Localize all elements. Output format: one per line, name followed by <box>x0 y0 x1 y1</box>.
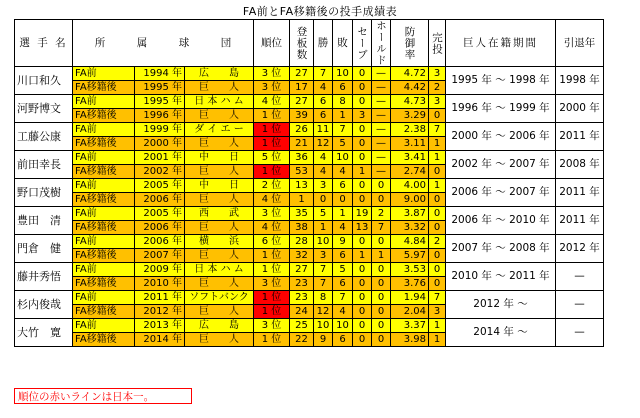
holds-cell: 0 <box>372 291 391 305</box>
wins-cell: 12 <box>314 137 333 151</box>
losses-cell: 1 <box>333 207 353 221</box>
rank-cell: 1 位 <box>254 263 290 277</box>
team-cell: 中 日 <box>185 179 254 193</box>
player-name: 藤井秀悟 <box>15 263 73 291</box>
era-cell: 4.72 <box>391 67 429 81</box>
era-cell: 4.84 <box>391 235 429 249</box>
header-period: 巨人在籍期間 <box>446 20 556 67</box>
losses-cell: 7 <box>333 291 353 305</box>
year-cell: 2001 年 <box>135 151 185 165</box>
wins-cell: 11 <box>314 123 333 137</box>
team-cell: 巨 人 <box>185 305 254 319</box>
player-name: 前田幸長 <box>15 151 73 179</box>
period-cell: 2006 年 ～ 2010 年 <box>446 207 556 235</box>
rank-cell: 1 位 <box>254 333 290 347</box>
header-row <box>15 20 604 67</box>
header-holds <box>372 20 391 67</box>
holds-cell: — <box>372 81 391 95</box>
games-cell: 23 <box>290 291 314 305</box>
saves-cell: 0 <box>353 137 372 151</box>
period-cell: 2000 年 ～ 2006 年 <box>446 123 556 151</box>
wins-cell: 3 <box>314 179 333 193</box>
player-name: 杉内俊哉 <box>15 291 73 319</box>
player-name: 門倉 健 <box>15 235 73 263</box>
wins-cell: 12 <box>314 305 333 319</box>
saves-cell: 0 <box>353 95 372 109</box>
status-cell: FA移籍後 <box>73 81 135 95</box>
header-games-text: 登板数 <box>295 25 308 61</box>
losses-cell: 10 <box>333 319 353 333</box>
era-cell: 2.04 <box>391 305 429 319</box>
table-body <box>15 67 604 347</box>
complete-cell: 7 <box>429 291 446 305</box>
holds-cell: — <box>372 151 391 165</box>
year-cell: 1996 年 <box>135 109 185 123</box>
header-complete <box>429 20 446 67</box>
wins-cell: 4 <box>314 151 333 165</box>
year-cell: 2014 年 <box>135 333 185 347</box>
retire-cell: 1998 年 <box>556 67 604 95</box>
games-cell: 53 <box>290 165 314 179</box>
era-cell: 3.76 <box>391 277 429 291</box>
status-cell: FA移籍後 <box>73 109 135 123</box>
team-cell: 巨 人 <box>185 137 254 151</box>
era-cell: 3.53 <box>391 263 429 277</box>
holds-cell: 0 <box>372 193 391 207</box>
period-cell: 2002 年 ～ 2007 年 <box>446 151 556 179</box>
saves-cell: 0 <box>353 81 372 95</box>
wins-cell: 7 <box>314 263 333 277</box>
complete-cell: 1 <box>429 137 446 151</box>
era-cell: 3.11 <box>391 137 429 151</box>
header-holds-text: ホールド <box>375 20 387 66</box>
saves-cell: 0 <box>353 333 372 347</box>
complete-cell: 1 <box>429 151 446 165</box>
holds-cell: — <box>372 165 391 179</box>
wins-cell: 10 <box>314 235 333 249</box>
page-title: FA前とFA移籍後の投手成績表 <box>242 5 398 18</box>
team-cell: 日 本 ハ ム <box>185 95 254 109</box>
saves-cell: 13 <box>353 221 372 235</box>
year-cell: 2009 年 <box>135 263 185 277</box>
player-name: 野口茂樹 <box>15 179 73 207</box>
table-row <box>15 95 604 109</box>
wins-cell: 1 <box>314 221 333 235</box>
table-row <box>15 151 604 165</box>
status-cell: FA移籍後 <box>73 221 135 235</box>
period-cell: 1996 年 ～ 1999 年 <box>446 95 556 123</box>
holds-cell: 0 <box>372 319 391 333</box>
retire-cell: 2011 年 <box>556 207 604 235</box>
rank-cell: 2 位 <box>254 179 290 193</box>
header-affiliation: 所 属 球 団 <box>73 20 254 67</box>
status-cell: FA移籍後 <box>73 249 135 263</box>
retire-cell: 2000 年 <box>556 95 604 123</box>
status-cell: FA前 <box>73 179 135 193</box>
holds-cell: 0 <box>372 263 391 277</box>
era-cell: 2.74 <box>391 165 429 179</box>
status-cell: FA前 <box>73 263 135 277</box>
team-cell: ダ イ エ ー <box>185 123 254 137</box>
losses-cell: 4 <box>333 165 353 179</box>
wins-cell: 6 <box>314 109 333 123</box>
status-cell: FA前 <box>73 67 135 81</box>
wins-cell: 7 <box>314 67 333 81</box>
year-cell: 2006 年 <box>135 221 185 235</box>
games-cell: 38 <box>290 221 314 235</box>
complete-cell: 0 <box>429 165 446 179</box>
saves-cell: 0 <box>353 193 372 207</box>
games-cell: 27 <box>290 67 314 81</box>
rank-cell: 4 位 <box>254 95 290 109</box>
holds-cell: 0 <box>372 305 391 319</box>
games-cell: 22 <box>290 333 314 347</box>
losses-cell: 5 <box>333 137 353 151</box>
status-cell: FA前 <box>73 207 135 221</box>
holds-cell: — <box>372 95 391 109</box>
status-cell: FA移籍後 <box>73 277 135 291</box>
losses-cell: 6 <box>333 277 353 291</box>
complete-cell: 3 <box>429 95 446 109</box>
status-cell: FA前 <box>73 235 135 249</box>
wins-cell: 7 <box>314 277 333 291</box>
losses-cell: 5 <box>333 263 353 277</box>
holds-cell: — <box>372 137 391 151</box>
player-name: 河野博文 <box>15 95 73 123</box>
header-losses: 敗 <box>333 20 353 67</box>
games-cell: 27 <box>290 95 314 109</box>
table-row <box>15 67 604 81</box>
complete-cell: 0 <box>429 263 446 277</box>
status-cell: FA前 <box>73 151 135 165</box>
team-cell: ソフトバンク <box>185 291 254 305</box>
complete-cell: 0 <box>429 221 446 235</box>
rank-cell: 1 位 <box>254 291 290 305</box>
header-saves-text: セーブ <box>356 25 368 61</box>
rank-cell: 1 位 <box>254 305 290 319</box>
losses-cell: 10 <box>333 151 353 165</box>
year-cell: 2006 年 <box>135 235 185 249</box>
saves-cell: 0 <box>353 277 372 291</box>
team-cell: 巨 人 <box>185 109 254 123</box>
saves-cell: 0 <box>353 291 372 305</box>
year-cell: 1999 年 <box>135 123 185 137</box>
year-cell: 2005 年 <box>135 179 185 193</box>
holds-cell: — <box>372 67 391 81</box>
retire-cell: 2008 年 <box>556 151 604 179</box>
era-cell: 3.29 <box>391 109 429 123</box>
rank-cell: 1 位 <box>254 137 290 151</box>
holds-cell: — <box>372 109 391 123</box>
wins-cell: 8 <box>314 291 333 305</box>
player-name: 豊田 清 <box>15 207 73 235</box>
rank-cell: 1 位 <box>254 249 290 263</box>
holds-cell: — <box>372 123 391 137</box>
saves-cell: 0 <box>353 151 372 165</box>
team-cell: 日 本 ハ ム <box>185 263 254 277</box>
saves-cell: 0 <box>353 123 372 137</box>
complete-cell: 1 <box>429 333 446 347</box>
header-games <box>290 20 314 67</box>
games-cell: 17 <box>290 81 314 95</box>
losses-cell: 10 <box>333 67 353 81</box>
header-era-text: 防御率 <box>403 25 416 61</box>
team-cell: 巨 人 <box>185 249 254 263</box>
complete-cell: 0 <box>429 207 446 221</box>
games-cell: 35 <box>290 207 314 221</box>
losses-cell: 6 <box>333 81 353 95</box>
wins-cell: 3 <box>314 249 333 263</box>
table-row <box>15 291 604 305</box>
header-saves <box>353 20 372 67</box>
era-cell: 3.32 <box>391 221 429 235</box>
complete-cell: 0 <box>429 193 446 207</box>
era-cell: 3.87 <box>391 207 429 221</box>
header-retire: 引退年 <box>556 20 604 67</box>
wins-cell: 5 <box>314 207 333 221</box>
saves-cell: 1 <box>353 165 372 179</box>
rank-cell: 3 位 <box>254 207 290 221</box>
year-cell: 2005 年 <box>135 207 185 221</box>
holds-cell: 1 <box>372 249 391 263</box>
saves-cell: 19 <box>353 207 372 221</box>
era-cell: 4.00 <box>391 179 429 193</box>
games-cell: 21 <box>290 137 314 151</box>
era-cell: 9.00 <box>391 193 429 207</box>
era-cell: 3.37 <box>391 319 429 333</box>
holds-cell: 0 <box>372 179 391 193</box>
retire-cell: 2011 年 <box>556 179 604 207</box>
team-cell: 巨 人 <box>185 277 254 291</box>
status-cell: FA前 <box>73 291 135 305</box>
saves-cell: 3 <box>353 109 372 123</box>
player-name: 大竹 寛 <box>15 319 73 347</box>
rank-cell: 1 位 <box>254 123 290 137</box>
year-cell: 2000 年 <box>135 137 185 151</box>
games-cell: 1 <box>290 193 314 207</box>
year-cell: 2010 年 <box>135 277 185 291</box>
team-cell: 巨 人 <box>185 333 254 347</box>
era-cell: 2.38 <box>391 123 429 137</box>
team-cell: 巨 人 <box>185 193 254 207</box>
period-cell: 2006 年 ～ 2007 年 <box>446 179 556 207</box>
era-cell: 4.73 <box>391 95 429 109</box>
complete-cell: 2 <box>429 235 446 249</box>
complete-cell: 7 <box>429 123 446 137</box>
games-cell: 24 <box>290 305 314 319</box>
retire-cell: 2011 年 <box>556 123 604 151</box>
rank-cell: 1 位 <box>254 109 290 123</box>
losses-cell: 1 <box>333 109 353 123</box>
holds-cell: 0 <box>372 333 391 347</box>
losses-cell: 8 <box>333 95 353 109</box>
complete-cell: 1 <box>429 179 446 193</box>
complete-cell: 2 <box>429 81 446 95</box>
saves-cell: 0 <box>353 179 372 193</box>
games-cell: 36 <box>290 151 314 165</box>
saves-cell: 1 <box>353 249 372 263</box>
wins-cell: 0 <box>314 193 333 207</box>
status-cell: FA前 <box>73 123 135 137</box>
games-cell: 26 <box>290 123 314 137</box>
table-row <box>15 235 604 249</box>
table-row <box>15 263 604 277</box>
rank-cell: 3 位 <box>254 67 290 81</box>
era-cell: 4.42 <box>391 81 429 95</box>
complete-cell: 3 <box>429 67 446 81</box>
year-cell: 2002 年 <box>135 165 185 179</box>
saves-cell: 0 <box>353 305 372 319</box>
losses-cell: 4 <box>333 305 353 319</box>
holds-cell: 2 <box>372 207 391 221</box>
pitcher-stats-table <box>14 19 604 347</box>
losses-cell: 7 <box>333 123 353 137</box>
wins-cell: 10 <box>314 319 333 333</box>
header-player: 選 手 名 <box>15 20 73 67</box>
table-row <box>15 319 604 333</box>
complete-cell: 3 <box>429 305 446 319</box>
losses-cell: 6 <box>333 249 353 263</box>
games-cell: 39 <box>290 109 314 123</box>
games-cell: 32 <box>290 249 314 263</box>
champion-note: 順位の赤いラインは日本一。 <box>14 388 192 404</box>
year-cell: 2013 年 <box>135 319 185 333</box>
games-cell: 27 <box>290 263 314 277</box>
saves-cell: 0 <box>353 319 372 333</box>
year-cell: 1995 年 <box>135 95 185 109</box>
team-cell: 横 浜 <box>185 235 254 249</box>
losses-cell: 6 <box>333 179 353 193</box>
retire-cell: 2012 年 <box>556 235 604 263</box>
period-cell: 2007 年 ～ 2008 年 <box>446 235 556 263</box>
team-cell: 巨 人 <box>185 221 254 235</box>
games-cell: 23 <box>290 277 314 291</box>
status-cell: FA移籍後 <box>73 305 135 319</box>
retire-cell: — <box>556 263 604 291</box>
period-cell: 2012 年 ～ <box>446 291 556 319</box>
retire-cell: — <box>556 319 604 347</box>
wins-cell: 4 <box>314 81 333 95</box>
games-cell: 13 <box>290 179 314 193</box>
team-cell: 西 武 <box>185 207 254 221</box>
era-cell: 1.94 <box>391 291 429 305</box>
saves-cell: 0 <box>353 67 372 81</box>
period-cell: 2014 年 ～ <box>446 319 556 347</box>
retire-cell: — <box>556 291 604 319</box>
team-cell: 広 島 <box>185 319 254 333</box>
rank-cell: 3 位 <box>254 319 290 333</box>
header-era <box>391 20 429 67</box>
status-cell: FA前 <box>73 95 135 109</box>
player-name: 工藤公康 <box>15 123 73 151</box>
wins-cell: 9 <box>314 333 333 347</box>
status-cell: FA移籍後 <box>73 193 135 207</box>
header-wins: 勝 <box>314 20 333 67</box>
rank-cell: 5 位 <box>254 151 290 165</box>
holds-cell: 0 <box>372 277 391 291</box>
team-cell: 中 日 <box>185 151 254 165</box>
table-row <box>15 123 604 137</box>
complete-cell: 0 <box>429 249 446 263</box>
status-cell: FA移籍後 <box>73 165 135 179</box>
player-name: 川口和久 <box>15 67 73 95</box>
losses-cell: 6 <box>333 333 353 347</box>
table-row <box>15 207 604 221</box>
year-cell: 1994 年 <box>135 67 185 81</box>
header-rank: 順位 <box>254 20 290 67</box>
status-cell: FA前 <box>73 319 135 333</box>
rank-cell: 3 位 <box>254 81 290 95</box>
games-cell: 25 <box>290 319 314 333</box>
holds-cell: 7 <box>372 221 391 235</box>
table-row <box>15 179 604 193</box>
complete-cell: 1 <box>429 319 446 333</box>
games-cell: 28 <box>290 235 314 249</box>
era-cell: 3.41 <box>391 151 429 165</box>
wins-cell: 6 <box>314 95 333 109</box>
rank-cell: 6 位 <box>254 235 290 249</box>
year-cell: 2006 年 <box>135 193 185 207</box>
period-cell: 2010 年 ～ 2011 年 <box>446 263 556 291</box>
era-cell: 3.98 <box>391 333 429 347</box>
complete-cell: 0 <box>429 277 446 291</box>
header-complete-text: 完投 <box>431 31 443 55</box>
team-cell: 広 島 <box>185 67 254 81</box>
rank-cell: 3 位 <box>254 277 290 291</box>
year-cell: 2011 年 <box>135 291 185 305</box>
saves-cell: 0 <box>353 263 372 277</box>
period-cell: 1995 年 ～ 1998 年 <box>446 67 556 95</box>
era-cell: 5.97 <box>391 249 429 263</box>
holds-cell: 0 <box>372 235 391 249</box>
status-cell: FA移籍後 <box>73 333 135 347</box>
wins-cell: 4 <box>314 165 333 179</box>
losses-cell: 4 <box>333 221 353 235</box>
team-cell: 巨 人 <box>185 81 254 95</box>
losses-cell: 0 <box>333 193 353 207</box>
rank-cell: 4 位 <box>254 221 290 235</box>
losses-cell: 9 <box>333 235 353 249</box>
year-cell: 1995 年 <box>135 81 185 95</box>
status-cell: FA移籍後 <box>73 137 135 151</box>
team-cell: 巨 人 <box>185 165 254 179</box>
rank-cell: 1 位 <box>254 165 290 179</box>
rank-cell: 4 位 <box>254 193 290 207</box>
complete-cell: 0 <box>429 109 446 123</box>
year-cell: 2012 年 <box>135 305 185 319</box>
saves-cell: 0 <box>353 235 372 249</box>
year-cell: 2007 年 <box>135 249 185 263</box>
